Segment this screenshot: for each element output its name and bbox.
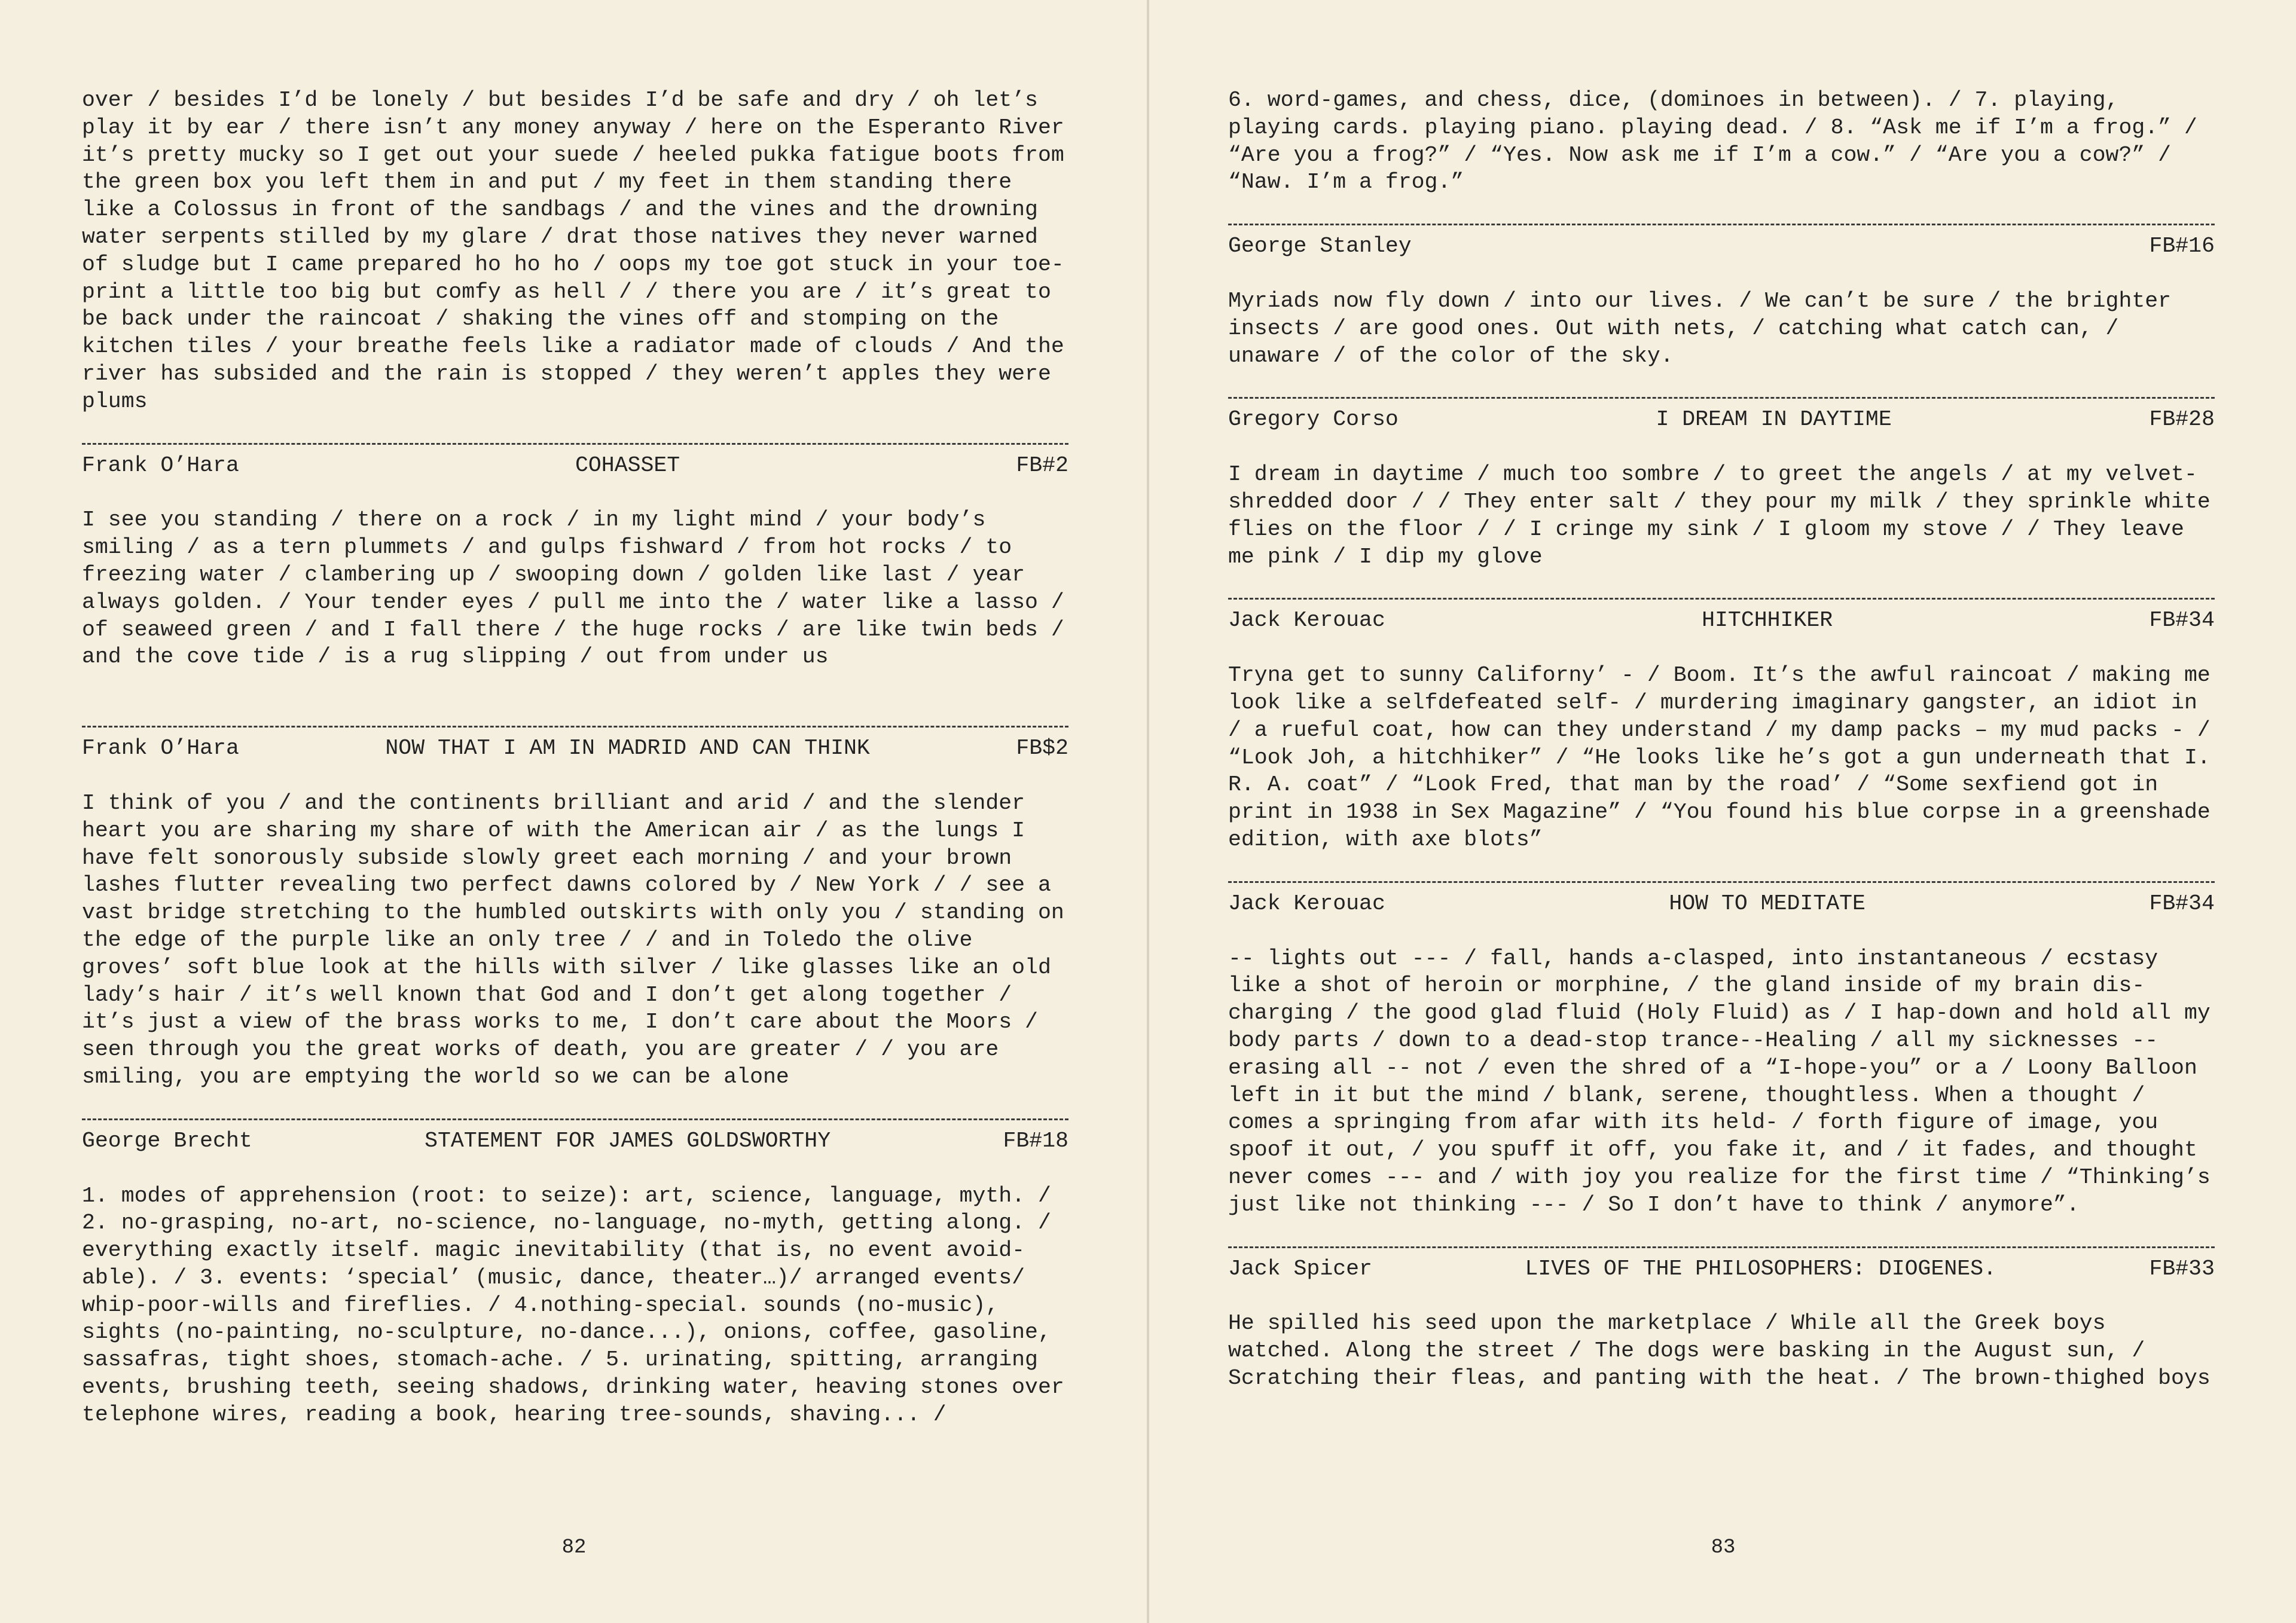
entry-text: Tryna get to sunny Californy’ - / Boom. It’s the awful raincoat / making me look like a selfdefeated self- / murdering imaginary gangster, an idiot in / a rueful coat, how can they understand / my damp packs – my mud packs - / “Look Joh, a hitchhiker” / “He looks like he’s got a gun underneath that I. R. A. coat” / “Look Fred, that man by the road’ / “Some sexfiend got in print in 1938 in Sex Magazine” / “You found his blue corpse in a greenshade edition, with axe blots” xyxy=(1228,663,2210,852)
opening-text: over / besides I’d be lonely / but besides I’d be safe and dry / oh let’s play it by ear / there isn’t any money anyway / here on the Esperanto River it’s pretty mucky so I get out your suede / heeled pukka fatigue boots from the green box you left them in and put / my feet in them standing there like a Colossus in front of the sandbags / and the vines and the drowning water serpents stilled by my glare / drat those natives they never warned of sludge but I came prepared ho ho ho / oops my toe got stuck in your toe-print a little too big but comfy as hell / / there you are / it’s great to be back under the raincoat / shaking the vines off and stomping on the kitchen tiles / your breathe feels like a radiator made of clouds / And the river has subsided and the rain is stopped / they weren’t apples they were plums xyxy=(82,88,1064,414)
entry-code: FB#2 xyxy=(1016,453,1068,478)
dashed-divider xyxy=(1228,881,2215,883)
dashed-divider xyxy=(82,726,1068,728)
entry-code: FB#34 xyxy=(2149,608,2215,633)
dashed-divider xyxy=(1228,397,2215,399)
entry-code: FB$2 xyxy=(1016,736,1068,761)
entry-text: He spilled his seed upon the marketplace / While all the Greek boys watched. Along the street / The dogs were basking in the August sun, / Scratching their fleas, and panting with the heat. / The brown-thighed boys xyxy=(1228,1311,2210,1390)
entry-header xyxy=(1228,607,2215,634)
entry-title: I DREAM IN DAYTIME xyxy=(1656,407,1892,432)
entry-author: Jack Spicer xyxy=(1228,1256,1372,1281)
entry-text: I see you standing / there on a rock / in my light mind / your body’s smiling / as a tern plummets / and gulps fishward / from hot rocks / to freezing water / clambering up / swooping down / golden like last / year always golden. / Your tender eyes / pull me into the / water like a lasso / of seaweed green / and I fall there / the huge rocks / are like twin beds / and the cove tide / is a rug slipping / out from under us xyxy=(82,508,1064,670)
entry-code: FB#33 xyxy=(2149,1256,2215,1281)
entry-code: FB#16 xyxy=(2149,234,2215,259)
opening-text: 6. word-games, and chess, dice, (dominoes in between). / 7. playing, playing cards. playing piano. playing dead. / 8. “Ask me if I’m a frog.” / “Are you a frog?” / “Yes. Now ask me if I’m a cow.” / “Are you a cow?” / “Naw. I’m a frog.” xyxy=(1228,88,2197,195)
entry-text: Myriads now fly down / into our lives. / We can’t be sure / the brighter insects / are good ones. Out with nets, / catching what catch can, / unaware / of the color of the sky. xyxy=(1228,288,2172,368)
dashed-divider xyxy=(1228,598,2215,600)
entry-title: COHASSET xyxy=(575,453,680,478)
entry-text: I think of you / and the continents brilliant and arid / and the slender heart you are sharing my share of with the American air / as the lungs I have felt sonorously subside slowly greet each morning / and your brown lashes flutter revealing two perfect dawns colored by / New York / / see a vast bridge stretching to the humbled outskirts with only you / standing on the edge of the purple like an only tree / / and in Toledo the olive groves’ soft blue look at the hills with silver / like glasses like an old lady’s hair / it’s well known that God and I don’t get along together / it’s just a view of the brass works to me, I don’t care about the Moors / seen through you the great works of death, you are greater / / you are smiling, you are emptying the world so we can be alone xyxy=(82,790,1064,1089)
entry-header xyxy=(1228,233,2215,260)
entry-author: Frank O’Hara xyxy=(82,453,239,478)
entry-title: HOW TO MEDITATE xyxy=(1669,891,1866,916)
entry-header xyxy=(1228,406,2215,433)
right-page xyxy=(1149,0,2296,1623)
entry-code: FB#18 xyxy=(1003,1128,1068,1153)
entry-author: George Stanley xyxy=(1228,234,1412,259)
entry-text: I dream in daytime / much too sombre / to greet the angels / at my velvet-shredded door / / They enter salt / they pour my milk / they sprinkle white flies on the floor / / I cringe my sink / I gloom my stove / / They leave me pink / I dip my glove xyxy=(1228,462,2210,569)
entry-author: Jack Kerouac xyxy=(1228,608,1385,633)
entry-title: NOW THAT I AM IN MADRID AND CAN THINK xyxy=(385,736,870,761)
entry-header xyxy=(82,1127,1068,1155)
entry-header xyxy=(82,735,1068,762)
entry-text: -- lights out --- / fall, hands a-clasped, into instantaneous / ecstasy like a shot of heroin or morphine, / the gland inside of my brain dis-charging / the good glad fluid (Holy Fluid) as / I hap-down and hold all my body parts / down to a dead-stop trance--Healing / all my sicknesses -- erasing all -- not / even the shred of a “I-hope-you” or a / Loony Balloon left in it but the mind / blank, serene, thoughtless. When a thought / comes a springing from afar with its held- / forth figure of image, you spoof it out, / you spuff it off, you fake it, and / it fades, and thought never comes --- and / with joy you realize for the first time / “Thinking’s just like not thinking --- / So I don’t have to think / anymore”. xyxy=(1228,946,2210,1217)
dashed-divider xyxy=(1228,224,2215,225)
dashed-divider xyxy=(1228,1246,2215,1248)
spacer xyxy=(82,671,1068,698)
entry-author: George Brecht xyxy=(82,1128,252,1153)
dashed-divider xyxy=(82,443,1068,445)
dashed-divider xyxy=(82,1118,1068,1120)
entry-author: Jack Kerouac xyxy=(1228,891,1385,916)
entry-code: FB#34 xyxy=(2149,891,2215,916)
entry-title: STATEMENT FOR JAMES GOLDSWORTHY xyxy=(425,1128,831,1153)
entry-header xyxy=(1228,890,2215,918)
entry-code: FB#28 xyxy=(2149,407,2215,432)
page-number: 83 xyxy=(1711,1536,1736,1559)
entry-author: Gregory Corso xyxy=(1228,407,1399,432)
entry-text: 1. modes of apprehension (root: to seize): art, science, language, myth. / 2. no-grasping, no-art, no-science, no-language, no-myth, getting along. / everything exactly itself. magic inevitability (that is, no event avoid-able). / 3. events: ‘special’ (music, dance, theater…)/ arranged events/ whip-poor-wills and fireflies. / 4.nothing-special. sounds (no-music), sights (no-painting, no-sculpture, no-dance...), onions, coffee, gasoline, sassafras, tight shoes, stomach-ache. / 5. urinating, spitting, arranging events, brushing teeth, seeing shadows, drinking water, heaving stones over telephone wires, reading a book, hearing tree-sounds, shaving... / xyxy=(82,1183,1064,1427)
right-column xyxy=(1228,87,2215,1392)
entry-header xyxy=(1228,1255,2215,1283)
entry-title: LIVES OF THE PHILOSOPHERS: DIOGENES. xyxy=(1525,1256,1996,1281)
left-column xyxy=(82,87,1068,1429)
entry-header xyxy=(82,452,1068,479)
entry-author: Frank O’Hara xyxy=(82,736,239,761)
entry-title: HITCHHIKER xyxy=(1702,608,1833,633)
page-number: 82 xyxy=(561,1536,587,1559)
